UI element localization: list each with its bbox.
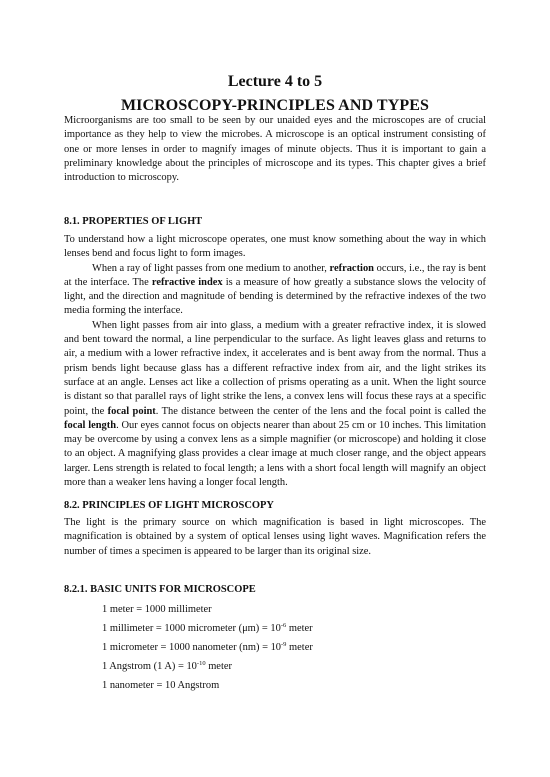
paragraph: The light is the primary source on which magnification is based in light microscopes. The magnification is obtained by a system of optical lenses using light waves. Magnification refers the number of times a specimen is appeared to be larger than its original size. [64, 517, 486, 557]
section-81-header [64, 215, 486, 229]
unit-text: 1 nanometer = 10 Angstrom [102, 680, 220, 691]
unit-suffix: meter [286, 642, 313, 653]
unit-exponent: -10 [196, 660, 206, 667]
section-heading: 8.2.1. BASIC UNITS FOR MICROSCOPE [64, 584, 256, 595]
section-heading: 8.1. PROPERTIES OF LIGHT [64, 216, 203, 227]
paragraph [64, 262, 486, 319]
text-run: When a ray of light passes from one medium to another, [92, 262, 330, 274]
text-run: . The distance between the center of the lens and the focal point is called the [155, 405, 486, 417]
paragraph: To understand how a light microscope operates, one must know something about the way in which lenses bend and focus light to form images. [64, 234, 486, 260]
intro-section [64, 114, 486, 185]
unit-text: 1 meter = 1000 millimeter [102, 604, 212, 615]
term-focal-point: focal point [107, 405, 156, 417]
page-title: MICROSCOPY-PRINCIPLES AND TYPES [120, 97, 430, 114]
unit-suffix: meter [205, 661, 232, 672]
unit-text: 1 Angstrom (1 A) = 10 [102, 661, 197, 672]
section-821-header [64, 583, 486, 597]
text-run: When light passes from air into glass, a medium with a greater refractive index, it is slowed and bent toward the normal, a line perpendicular to the surface. As light leaves glass and returns to air, a medium with a lower refractive index, it accelerates and is bent away from the normal. Thus a prism bends light because glass has a different refractive index from air, and the light strikes its surface at an angle. Lenses act like a collection of prisms operating as a unit. When the light source is distant so that parallel rays of light strike the lens, a convex lens will focus these rays at a specific point, the [64, 319, 486, 417]
unit-text: 1 micrometer = 1000 nanometer (nm) = 10 [102, 642, 282, 653]
paragraph [64, 319, 486, 491]
units-list [102, 600, 313, 695]
term-refractive-index: refractive index [151, 276, 223, 288]
unit-line [102, 657, 313, 676]
unit-line [102, 676, 313, 695]
unit-line [102, 619, 313, 638]
title-block [0, 72, 550, 117]
text-run: . Our eyes cannot focus on objects nearer than about 25 cm or 10 inches. This limitation may be overcome by using a convex lens as a simple magnifier (or microscope) and holding it close to an object. A magnifying glass provides a clear image at much closer range, and the object appears larger. Lens strength is related to focal length; a lens with a short focal length will magnify an object more than a weaker lens having a longer focal length. [64, 419, 486, 489]
text-run: is a measure of how greatly a substance slows the velocity of light, and the direction and magnitude of bending is determined by the refractive indexes of the two media forming the interface. [64, 276, 486, 317]
unit-line [102, 638, 313, 657]
unit-exponent: -9 [281, 641, 287, 648]
section-82-header [64, 499, 486, 513]
section-heading: 8.2. PRINCIPLES OF LIGHT MICROSCOPY [64, 500, 274, 511]
section-82-body [64, 516, 486, 559]
section-81-body [64, 233, 486, 490]
unit-suffix: meter [286, 623, 313, 634]
unit-exponent: -6 [280, 622, 287, 629]
text-run: occurs, i.e., the ray is bent at the interface. The [64, 262, 486, 288]
unit-line [102, 600, 313, 619]
term-focal-length: focal length [64, 419, 117, 431]
unit-text: 1 millimeter = 1000 micrometer (μm) = 10 [102, 623, 281, 634]
lecture-number: Lecture 4 to 5 [227, 73, 323, 90]
intro-paragraph: Microorganisms are too small to be seen by our unaided eyes and the microscopes are of crucial importance as they help to view the microbes. A microscope is an optical instrument consisting of one or more lenses in order to magnify images of minute objects. Thus it is important to gain a preliminary knowledge about the principles of microscope and its types. This chapter gives a brief introduction to microscopy. [64, 115, 486, 184]
term-refraction: refraction [329, 262, 374, 274]
